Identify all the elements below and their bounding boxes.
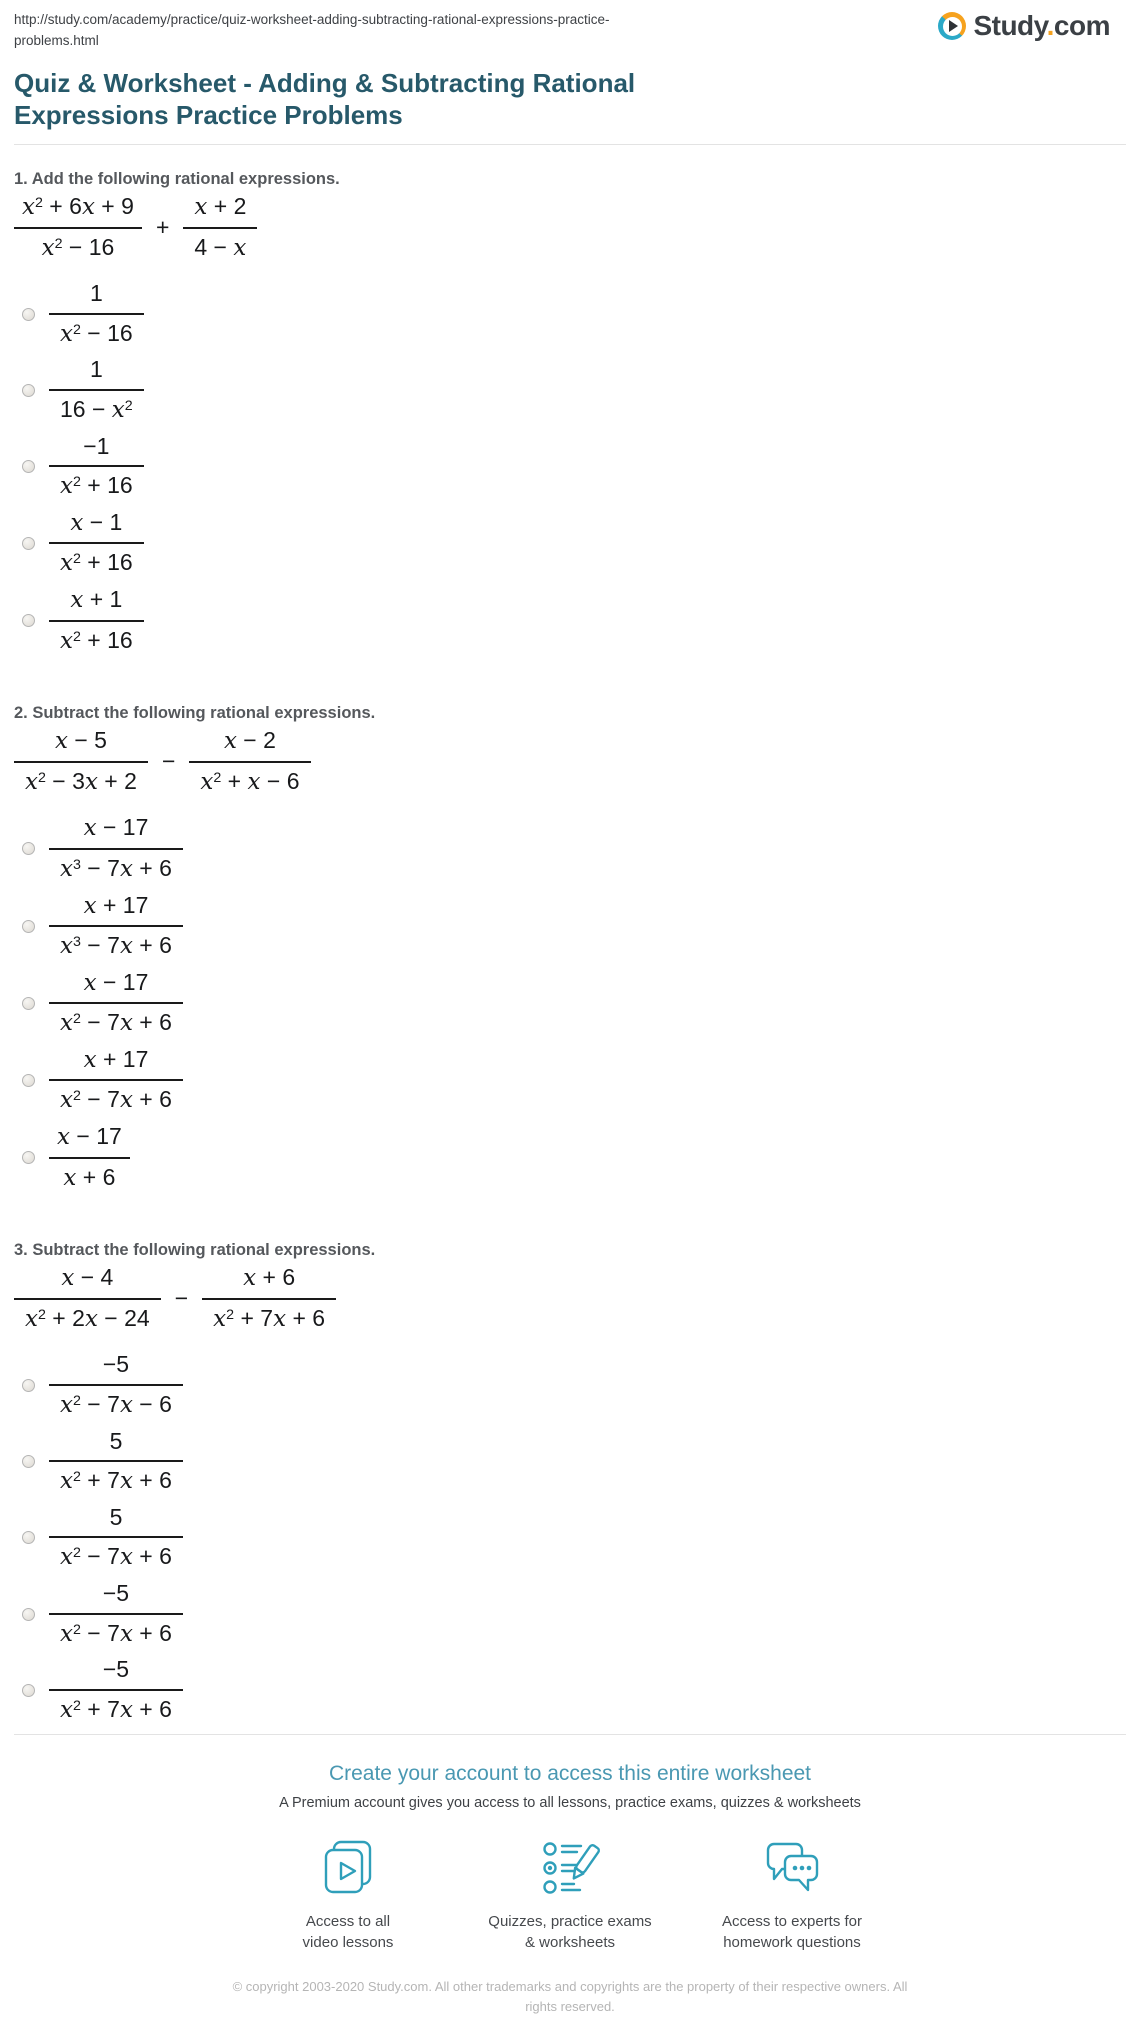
benefits-row — [14, 1837, 1126, 1953]
benefit-video-lessons — [242, 1837, 454, 1953]
question-prompt: 2. Subtract the following rational expressions. — [14, 704, 376, 723]
radio-button[interactable] — [22, 1531, 35, 1544]
quizzes-worksheets-icon — [539, 1837, 601, 1899]
fraction-numerator: −5 — [49, 1654, 183, 1691]
answer-option[interactable] — [14, 354, 144, 426]
radio-button[interactable] — [22, 460, 35, 473]
fraction-numerator: 5 — [49, 1426, 183, 1463]
answer-option[interactable] — [14, 1426, 183, 1498]
answer-options — [14, 812, 1126, 1194]
page-url — [14, 9, 610, 51]
fraction — [183, 191, 257, 264]
page-url-line2: problems.html — [14, 33, 99, 48]
radio-button[interactable] — [22, 1455, 35, 1468]
fraction-numerator: x + 17 — [49, 890, 183, 928]
logo-word-com: com — [1053, 10, 1110, 41]
fraction-numerator: x + 17 — [49, 1044, 183, 1082]
fraction-numerator: x + 2 — [183, 191, 257, 229]
radio-button[interactable] — [22, 1074, 35, 1087]
answer-option[interactable] — [14, 584, 144, 657]
studycom-logo-text — [973, 10, 1110, 42]
question-expression — [14, 191, 257, 264]
fraction-denominator: 4 − x — [194, 233, 247, 261]
fraction-numerator: −5 — [49, 1578, 183, 1615]
fraction — [14, 191, 142, 264]
option-fraction — [49, 967, 183, 1040]
fraction-denominator: $x^2 + 2x - 24$ — [25, 1304, 150, 1332]
radio-button[interactable] — [22, 920, 35, 933]
benefit-label-line2: video lessons — [302, 1934, 394, 1952]
fraction-numerator: −5 — [49, 1349, 183, 1386]
title-divider — [14, 144, 1126, 145]
fraction-denominator: $x^2 + 7x + 6$ — [213, 1304, 326, 1332]
fraction-numerator: x + 1 — [49, 584, 144, 622]
fraction-denominator: $x^3 - 7x + 6$ — [60, 854, 172, 882]
fraction — [14, 725, 148, 798]
fraction-denominator: $16 - x^2$ — [60, 395, 133, 423]
question-prompt: 1. Add the following rational expressions. — [14, 170, 340, 188]
answer-option[interactable] — [14, 1502, 183, 1574]
answer-option[interactable] — [14, 1349, 183, 1421]
fraction-denominator: x + 6 — [63, 1163, 116, 1191]
option-fraction — [49, 1502, 183, 1574]
option-fraction — [49, 584, 144, 657]
fraction — [202, 1262, 336, 1335]
page-title-line2: Expressions Practice Problems — [14, 100, 403, 130]
answer-option[interactable] — [14, 1654, 183, 1726]
answer-option[interactable] — [14, 1121, 130, 1194]
expert-chat-icon — [761, 1837, 823, 1899]
option-fraction — [49, 890, 183, 963]
radio-button[interactable] — [22, 308, 35, 321]
answer-option[interactable] — [14, 507, 144, 580]
question-expression — [14, 1262, 336, 1335]
answer-option[interactable] — [14, 1578, 183, 1650]
radio-button[interactable] — [22, 384, 35, 397]
logo-word-study: Study — [973, 10, 1047, 41]
radio-button[interactable] — [22, 537, 35, 550]
option-fraction — [49, 278, 144, 350]
copyright-text: © copyright 2003-2020 Study.com. All other trademarks and copyrights are the property of their respective owners. All rights reserved. — [232, 1979, 908, 2015]
print-header — [14, 9, 1126, 51]
question-3 — [14, 1240, 1126, 1726]
page-title — [14, 67, 1126, 131]
benefit-label-line2: homework questions — [723, 1934, 861, 1952]
fraction-numerator: x − 5 — [14, 725, 148, 763]
answer-option[interactable] — [14, 812, 183, 885]
fraction-denominator: $x^2 + x - 6$ — [200, 767, 300, 795]
benefit-label-line1: Access to all — [305, 1913, 391, 1931]
fraction-denominator: $x^2 - 7x + 6$ — [60, 1086, 172, 1114]
question-2 — [14, 703, 1126, 1194]
fraction-numerator: 1 — [49, 354, 144, 391]
fraction-denominator: $x^2 - 16$ — [60, 319, 133, 347]
radio-button[interactable] — [22, 1379, 35, 1392]
fraction-numerator: $x^2 + 6x + 9$ — [14, 191, 142, 229]
question-expression — [14, 725, 311, 798]
fraction-denominator: $x^2 - 7x + 6$ — [60, 1619, 172, 1647]
radio-button[interactable] — [22, 997, 35, 1010]
fraction-numerator: 5 — [49, 1502, 183, 1539]
option-fraction — [49, 1349, 183, 1421]
fraction-denominator: $x^2 + 7x + 6$ — [60, 1695, 172, 1723]
fraction-denominator: $x^2 - 3x + 2$ — [25, 767, 137, 795]
question-prompt: 3. Subtract the following rational expressions. — [14, 1241, 376, 1260]
option-fraction — [49, 431, 144, 503]
fraction-numerator: x − 2 — [189, 725, 310, 763]
signup-heading: Create your account to access this entire worksheet — [328, 1762, 812, 1786]
answer-option[interactable] — [14, 431, 144, 503]
fraction-denominator: $x^2 - 7x + 6$ — [60, 1009, 172, 1037]
option-fraction — [49, 1578, 183, 1650]
fraction-numerator: 1 — [49, 278, 144, 315]
benefit-quizzes — [464, 1837, 676, 1953]
fraction-numerator: x − 1 — [49, 507, 144, 545]
answer-option[interactable] — [14, 278, 144, 350]
option-fraction — [49, 354, 144, 426]
answer-option[interactable] — [14, 1044, 183, 1117]
fraction-denominator: $x^3 - 7x + 6$ — [60, 932, 172, 960]
answer-options — [14, 1349, 1126, 1726]
benefit-label — [242, 1911, 454, 1953]
fraction — [14, 1262, 161, 1335]
fraction — [189, 725, 310, 798]
operator: − — [174, 1285, 189, 1312]
page-title-line1: Quiz & Worksheet - Adding & Subtracting Rational — [14, 68, 636, 98]
operator: − — [161, 747, 176, 774]
fraction-denominator: $x^2 - 7x + 6$ — [60, 1543, 172, 1571]
fraction-denominator: $x^2 + 16$ — [60, 549, 133, 577]
radio-button[interactable] — [22, 614, 35, 627]
option-fraction — [49, 812, 183, 885]
premium-subtext: A Premium account gives you access to all lessons, practice exams, quizzes & worksheets — [279, 1795, 861, 1812]
option-fraction — [49, 1044, 183, 1117]
play-circle-icon — [938, 12, 966, 40]
video-lessons-icon — [317, 1837, 379, 1899]
logo-dot: . — [1046, 10, 1054, 41]
option-fraction — [49, 1426, 183, 1498]
fraction-numerator: x − 17 — [49, 1121, 130, 1159]
fraction-denominator: $x^2 + 16$ — [60, 626, 133, 654]
radio-button[interactable] — [22, 1608, 35, 1621]
fraction-denominator: $x^2 - 16$ — [41, 233, 115, 261]
fraction-denominator: $x^2 - 7x - 6$ — [60, 1391, 172, 1419]
operator: + — [155, 213, 170, 240]
benefit-experts — [686, 1837, 898, 1953]
radio-button[interactable] — [22, 1151, 35, 1164]
radio-button[interactable] — [22, 1684, 35, 1697]
benefit-label-line1: Access to experts for — [721, 1913, 863, 1931]
studycom-logo — [938, 10, 1110, 42]
page-url-line1: http://study.com/academy/practice/quiz-worksheet-adding-subtracting-rational-expressions-practice- — [14, 12, 610, 27]
fraction-denominator: $x^2 + 16$ — [60, 472, 133, 500]
fraction-numerator: x + 6 — [202, 1262, 336, 1300]
benefit-label-line1: Quizzes, practice exams — [488, 1913, 652, 1931]
benefit-label — [686, 1911, 898, 1953]
fraction-numerator: x − 4 — [14, 1262, 161, 1300]
answer-option[interactable] — [14, 890, 183, 963]
radio-button[interactable] — [22, 842, 35, 855]
fraction-numerator: x − 17 — [49, 967, 183, 1005]
fraction-numerator: x − 17 — [49, 812, 183, 850]
signup-footer — [14, 1734, 1126, 2033]
fraction-denominator: $x^2 + 7x + 6$ — [60, 1467, 172, 1495]
fraction-numerator: −1 — [49, 431, 144, 468]
answer-options — [14, 278, 1126, 657]
option-fraction — [49, 1121, 130, 1194]
question-1 — [14, 169, 1126, 657]
option-fraction — [49, 1654, 183, 1726]
benefit-label-line2: & worksheets — [524, 1934, 616, 1952]
option-fraction — [49, 507, 144, 580]
benefit-label — [464, 1911, 676, 1953]
answer-option[interactable] — [14, 967, 183, 1040]
